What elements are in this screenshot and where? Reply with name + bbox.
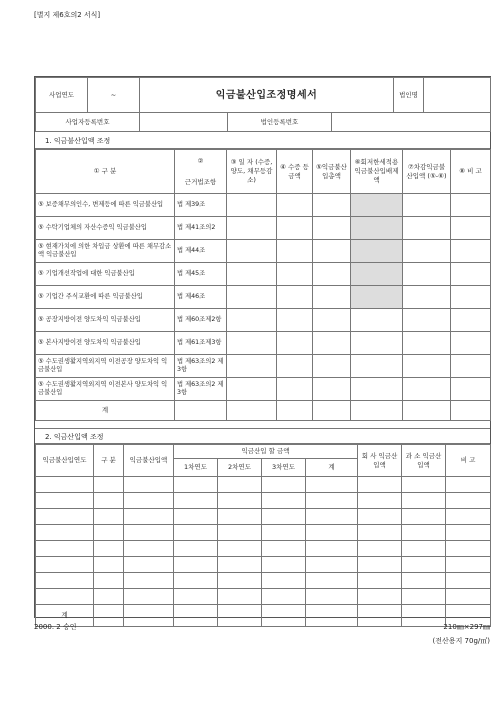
s1-col-date: ③ 일 자 (수증,양도, 채무등감소) — [227, 150, 277, 194]
s2-input-cell[interactable] — [218, 525, 262, 541]
s2-col-category: 구 분 — [94, 445, 124, 477]
s1-input-cell[interactable] — [451, 332, 491, 355]
s1-row-law: 법 제63조의2 제3항 — [175, 378, 227, 401]
s2-input-cell[interactable] — [306, 589, 358, 605]
s2-input-cell[interactable] — [358, 589, 402, 605]
s1-input-cell[interactable] — [451, 240, 491, 263]
s2-input-cell[interactable] — [94, 573, 124, 589]
s1-total-cell[interactable] — [451, 401, 491, 421]
s1-input-cell[interactable] — [351, 378, 403, 401]
s2-input-cell[interactable] — [124, 589, 174, 605]
s1-input-cell[interactable] — [277, 263, 313, 286]
s1-input-cell[interactable] — [227, 378, 277, 401]
table-row — [36, 309, 491, 332]
s1-input-cell[interactable] — [351, 309, 403, 332]
s1-input-cell[interactable] — [313, 240, 351, 263]
s1-input-cell[interactable] — [451, 263, 491, 286]
s1-input-cell[interactable] — [227, 286, 277, 309]
s2-input-cell[interactable] — [446, 477, 491, 493]
s2-input-cell[interactable] — [262, 509, 306, 525]
s1-col-remark: ⑧ 비 고 — [451, 150, 491, 194]
s2-input-cell[interactable] — [402, 493, 446, 509]
s2-input-cell[interactable] — [36, 525, 94, 541]
s1-row-law: 법 제60조제2항 — [175, 309, 227, 332]
s1-input-cell[interactable] — [227, 217, 277, 240]
s2-input-cell[interactable] — [402, 541, 446, 557]
table-row — [36, 493, 491, 509]
table-row — [36, 557, 491, 573]
s1-row-label: ⑤ 기업개선작업에 대한 익금불산입 — [36, 263, 175, 286]
s1-col-category: ① 구 분 — [36, 150, 175, 194]
s1-input-cell[interactable] — [403, 309, 451, 332]
s1-input-cell[interactable] — [403, 286, 451, 309]
s2-input-cell[interactable] — [174, 541, 218, 557]
s2-input-cell[interactable] — [218, 557, 262, 573]
s1-input-cell[interactable] — [277, 217, 313, 240]
s2-input-cell[interactable] — [402, 509, 446, 525]
s1-row-law: 법 제45조 — [175, 263, 227, 286]
s1-row-label: ⑤ 현재가치에 의한 차입금 상환에 따른 채무감소액 익금불산입 — [36, 240, 175, 263]
paper-size: 210㎜×297㎜ — [443, 623, 490, 631]
s1-input-cell[interactable] — [451, 309, 491, 332]
s2-input-cell[interactable] — [36, 493, 94, 509]
s2-input-cell[interactable] — [174, 477, 218, 493]
s2-col-year: 익금불산입연도 — [36, 445, 94, 477]
biz-reg-label: 사업자등록번호 — [36, 113, 140, 132]
s2-input-cell[interactable] — [174, 509, 218, 525]
s2-input-cell[interactable] — [218, 509, 262, 525]
s1-row-label: ⑤ 공장지방이전 양도차익 익금불산입 — [36, 309, 175, 332]
s1-input-cell[interactable] — [351, 240, 403, 263]
s1-input-cell[interactable] — [227, 194, 277, 217]
s1-total-label: 계 — [36, 401, 175, 421]
s1-total-cell[interactable] — [403, 401, 451, 421]
s2-input-cell[interactable] — [94, 557, 124, 573]
s1-input-cell[interactable] — [351, 355, 403, 378]
s2-input-cell[interactable] — [262, 525, 306, 541]
paper-type: (전산용지 70g/㎡) — [432, 637, 490, 645]
s2-input-cell[interactable] — [124, 541, 174, 557]
corp-reg-value[interactable] — [332, 113, 491, 132]
s1-input-cell[interactable] — [277, 309, 313, 332]
s1-input-cell[interactable] — [451, 286, 491, 309]
s1-input-cell[interactable] — [313, 286, 351, 309]
section1-rows — [36, 194, 491, 401]
s2-col-sum: 계 — [306, 459, 358, 477]
s2-input-cell[interactable] — [124, 493, 174, 509]
s2-input-cell[interactable] — [124, 477, 174, 493]
s2-input-cell[interactable] — [358, 557, 402, 573]
table-row — [36, 263, 491, 286]
table-row — [36, 194, 491, 217]
s2-total-cell[interactable] — [94, 605, 124, 627]
s2-col-amount: 익금불산입액 — [124, 445, 174, 477]
s2-input-cell[interactable] — [446, 509, 491, 525]
s1-input-cell[interactable] — [403, 355, 451, 378]
table-row — [36, 509, 491, 525]
s2-input-cell[interactable] — [306, 509, 358, 525]
s1-input-cell[interactable] — [277, 378, 313, 401]
s2-input-cell[interactable] — [446, 541, 491, 557]
form-frame — [34, 76, 491, 618]
table-row — [36, 589, 491, 605]
s1-row-law: 법 제44조 — [175, 240, 227, 263]
s1-col-law-num: ② — [197, 156, 204, 165]
approval-note: 2000. 2 승인 — [34, 623, 77, 631]
s1-row-label: ⑤ 수탁기업체의 자산수증익 익금불산입 — [36, 217, 175, 240]
form-number: [별지 제6호의2 서식] — [34, 11, 101, 19]
s1-input-cell[interactable] — [313, 263, 351, 286]
s2-input-cell[interactable] — [124, 573, 174, 589]
s2-input-cell[interactable] — [218, 477, 262, 493]
corp-name-label: 법인명 — [394, 78, 424, 113]
s2-col-year2: 2차연도 — [218, 459, 262, 477]
s2-input-cell[interactable] — [218, 589, 262, 605]
table-row — [36, 573, 491, 589]
s2-input-cell[interactable] — [306, 557, 358, 573]
s2-input-cell[interactable] — [446, 525, 491, 541]
table-row — [36, 477, 491, 493]
s2-input-cell[interactable] — [218, 493, 262, 509]
table-row — [36, 240, 491, 263]
s1-input-cell[interactable] — [227, 355, 277, 378]
s1-input-cell[interactable] — [351, 217, 403, 240]
s1-row-label: ⑤ 수도권생활지역외지역 이전본사 양도차익 익금불산입 — [36, 378, 175, 401]
s1-input-cell[interactable] — [227, 309, 277, 332]
s2-input-cell[interactable] — [446, 589, 491, 605]
s1-row-label: ⑤ 기업간 주식교환에 따른 익금불산입 — [36, 286, 175, 309]
section2-title: 2. 익금산입액 조정 — [35, 428, 490, 444]
s2-input-cell[interactable] — [262, 573, 306, 589]
section1-title: 1. 익금불산입액 조정 — [35, 133, 490, 149]
s1-total-cell[interactable] — [313, 401, 351, 421]
s2-col-year3: 3차연도 — [262, 459, 306, 477]
s1-input-cell[interactable] — [313, 355, 351, 378]
s1-input-cell[interactable] — [313, 217, 351, 240]
s1-col-total: ⑤익금불산입총액 — [313, 150, 351, 194]
header-table — [35, 77, 491, 113]
s2-input-cell[interactable] — [446, 493, 491, 509]
s1-input-cell[interactable] — [351, 263, 403, 286]
s2-input-cell[interactable] — [446, 557, 491, 573]
s2-input-cell[interactable] — [124, 509, 174, 525]
s2-input-cell[interactable] — [94, 541, 124, 557]
s1-total-cell[interactable] — [175, 401, 227, 421]
s2-input-cell[interactable] — [262, 557, 306, 573]
table-row — [36, 332, 491, 355]
s2-input-cell[interactable] — [358, 525, 402, 541]
s2-input-cell[interactable] — [36, 573, 94, 589]
period-value[interactable]: ~ — [88, 78, 140, 113]
s2-input-cell[interactable] — [36, 541, 94, 557]
section2-rows — [36, 477, 491, 605]
s1-row-law: 법 제39조 — [175, 194, 227, 217]
s2-col-under: 과 소 익금산입액 — [402, 445, 446, 477]
s1-row-law: 법 제46조 — [175, 286, 227, 309]
s1-input-cell[interactable] — [451, 194, 491, 217]
s1-col-net: ⑦차감익금불산입액 (⑤-⑥) — [403, 150, 451, 194]
biz-reg-value[interactable] — [140, 113, 228, 132]
s2-input-cell[interactable] — [94, 525, 124, 541]
s2-col-remark: 비 고 — [446, 445, 491, 477]
s2-input-cell[interactable] — [306, 493, 358, 509]
s2-input-cell[interactable] — [174, 525, 218, 541]
s2-input-cell[interactable] — [358, 573, 402, 589]
s2-col-year1: 1차연도 — [174, 459, 218, 477]
s2-input-cell[interactable] — [262, 589, 306, 605]
s2-input-cell[interactable] — [174, 493, 218, 509]
s1-input-cell[interactable] — [313, 378, 351, 401]
reg-table — [35, 112, 491, 132]
s2-input-cell[interactable] — [402, 557, 446, 573]
s2-input-cell[interactable] — [36, 589, 94, 605]
s1-input-cell[interactable] — [351, 332, 403, 355]
s2-input-cell[interactable] — [306, 525, 358, 541]
s1-input-cell[interactable] — [403, 263, 451, 286]
s2-input-cell[interactable] — [306, 573, 358, 589]
s1-input-cell[interactable] — [313, 194, 351, 217]
s2-input-cell[interactable] — [306, 541, 358, 557]
table-row — [36, 541, 491, 557]
s2-input-cell[interactable] — [262, 541, 306, 557]
s2-input-cell[interactable] — [36, 509, 94, 525]
table-row — [36, 525, 491, 541]
s2-input-cell[interactable] — [36, 557, 94, 573]
s1-total-cell[interactable] — [277, 401, 313, 421]
table-row — [36, 355, 491, 378]
s1-input-cell[interactable] — [277, 194, 313, 217]
s2-input-cell[interactable] — [174, 573, 218, 589]
s1-col-amount: ④ 수증 등 금액 — [277, 150, 313, 194]
s1-row-law: 법 제63조의2 제3항 — [175, 355, 227, 378]
s2-input-cell[interactable] — [124, 557, 174, 573]
s2-input-cell[interactable] — [94, 477, 124, 493]
s2-total-cell[interactable] — [262, 605, 306, 627]
s1-row-label: ⑤ 보증채무의인수, 변제등에 따른 익금불산입 — [36, 194, 175, 217]
s1-input-cell[interactable] — [403, 332, 451, 355]
section1-table — [35, 149, 491, 421]
s1-input-cell[interactable] — [351, 194, 403, 217]
s2-input-cell[interactable] — [402, 477, 446, 493]
corp-reg-label: 법인등록번호 — [228, 113, 332, 132]
s1-input-cell[interactable] — [277, 355, 313, 378]
s1-input-cell[interactable] — [403, 378, 451, 401]
s2-input-cell[interactable] — [358, 477, 402, 493]
s2-total-label: 계 — [36, 605, 94, 627]
s1-input-cell[interactable] — [403, 194, 451, 217]
s1-col-exclusion: ⑥회저한세적용익금불산입배제액 — [351, 150, 403, 194]
s2-input-cell[interactable] — [174, 557, 218, 573]
s2-input-cell[interactable] — [36, 477, 94, 493]
corp-name-value[interactable] — [424, 78, 491, 113]
s1-input-cell[interactable] — [403, 217, 451, 240]
s1-row-label: ⑤ 수도권생활지역외지역 이전공장 양도차익 익금불산입 — [36, 355, 175, 378]
s1-col-law — [175, 150, 227, 194]
s2-input-cell[interactable] — [218, 573, 262, 589]
s1-input-cell[interactable] — [277, 332, 313, 355]
form-title: 익금불산입조정명세서 — [140, 78, 394, 113]
s2-input-cell[interactable] — [306, 477, 358, 493]
s2-col-company: 회 사 익금산입액 — [358, 445, 402, 477]
s1-input-cell[interactable] — [351, 286, 403, 309]
s1-row-label: ⑤ 본사지방이전 양도차익 익금불산입 — [36, 332, 175, 355]
s1-total-cell[interactable] — [351, 401, 403, 421]
s2-input-cell[interactable] — [218, 541, 262, 557]
s2-input-cell[interactable] — [262, 493, 306, 509]
s1-input-cell[interactable] — [277, 286, 313, 309]
s2-input-cell[interactable] — [402, 573, 446, 589]
s2-input-cell[interactable] — [402, 589, 446, 605]
s2-input-cell[interactable] — [94, 589, 124, 605]
s1-input-cell[interactable] — [451, 217, 491, 240]
s2-input-cell[interactable] — [124, 525, 174, 541]
s2-total-cell[interactable] — [174, 605, 218, 627]
s2-input-cell[interactable] — [174, 589, 218, 605]
s2-total-cell[interactable] — [218, 605, 262, 627]
s2-input-cell[interactable] — [94, 509, 124, 525]
s1-input-cell[interactable] — [403, 240, 451, 263]
s1-row-law: 법 제61조제3항 — [175, 332, 227, 355]
period-label: 사업연도 — [36, 78, 88, 113]
s2-total-cell[interactable] — [306, 605, 358, 627]
s2-input-cell[interactable] — [358, 509, 402, 525]
s2-input-cell[interactable] — [446, 573, 491, 589]
s2-input-cell[interactable] — [358, 493, 402, 509]
s1-input-cell[interactable] — [227, 263, 277, 286]
s2-input-cell[interactable] — [262, 477, 306, 493]
s1-input-cell[interactable] — [227, 332, 277, 355]
s2-input-cell[interactable] — [358, 541, 402, 557]
table-row — [36, 378, 491, 401]
s1-row-law: 법 제41조의2 — [175, 217, 227, 240]
table-row — [36, 217, 491, 240]
s1-total-cell[interactable] — [227, 401, 277, 421]
table-row — [36, 286, 491, 309]
s2-col-group: 익금산입 할 금액 — [174, 445, 358, 459]
section2-table — [35, 444, 491, 627]
s1-input-cell[interactable] — [277, 240, 313, 263]
s1-input-cell[interactable] — [313, 332, 351, 355]
s1-input-cell[interactable] — [451, 355, 491, 378]
s1-col-law-label: 근거법조항 — [184, 177, 217, 186]
s1-input-cell[interactable] — [227, 240, 277, 263]
s2-input-cell[interactable] — [402, 525, 446, 541]
s1-input-cell[interactable] — [313, 309, 351, 332]
s2-total-cell[interactable] — [124, 605, 174, 627]
s2-input-cell[interactable] — [94, 493, 124, 509]
s1-input-cell[interactable] — [451, 378, 491, 401]
